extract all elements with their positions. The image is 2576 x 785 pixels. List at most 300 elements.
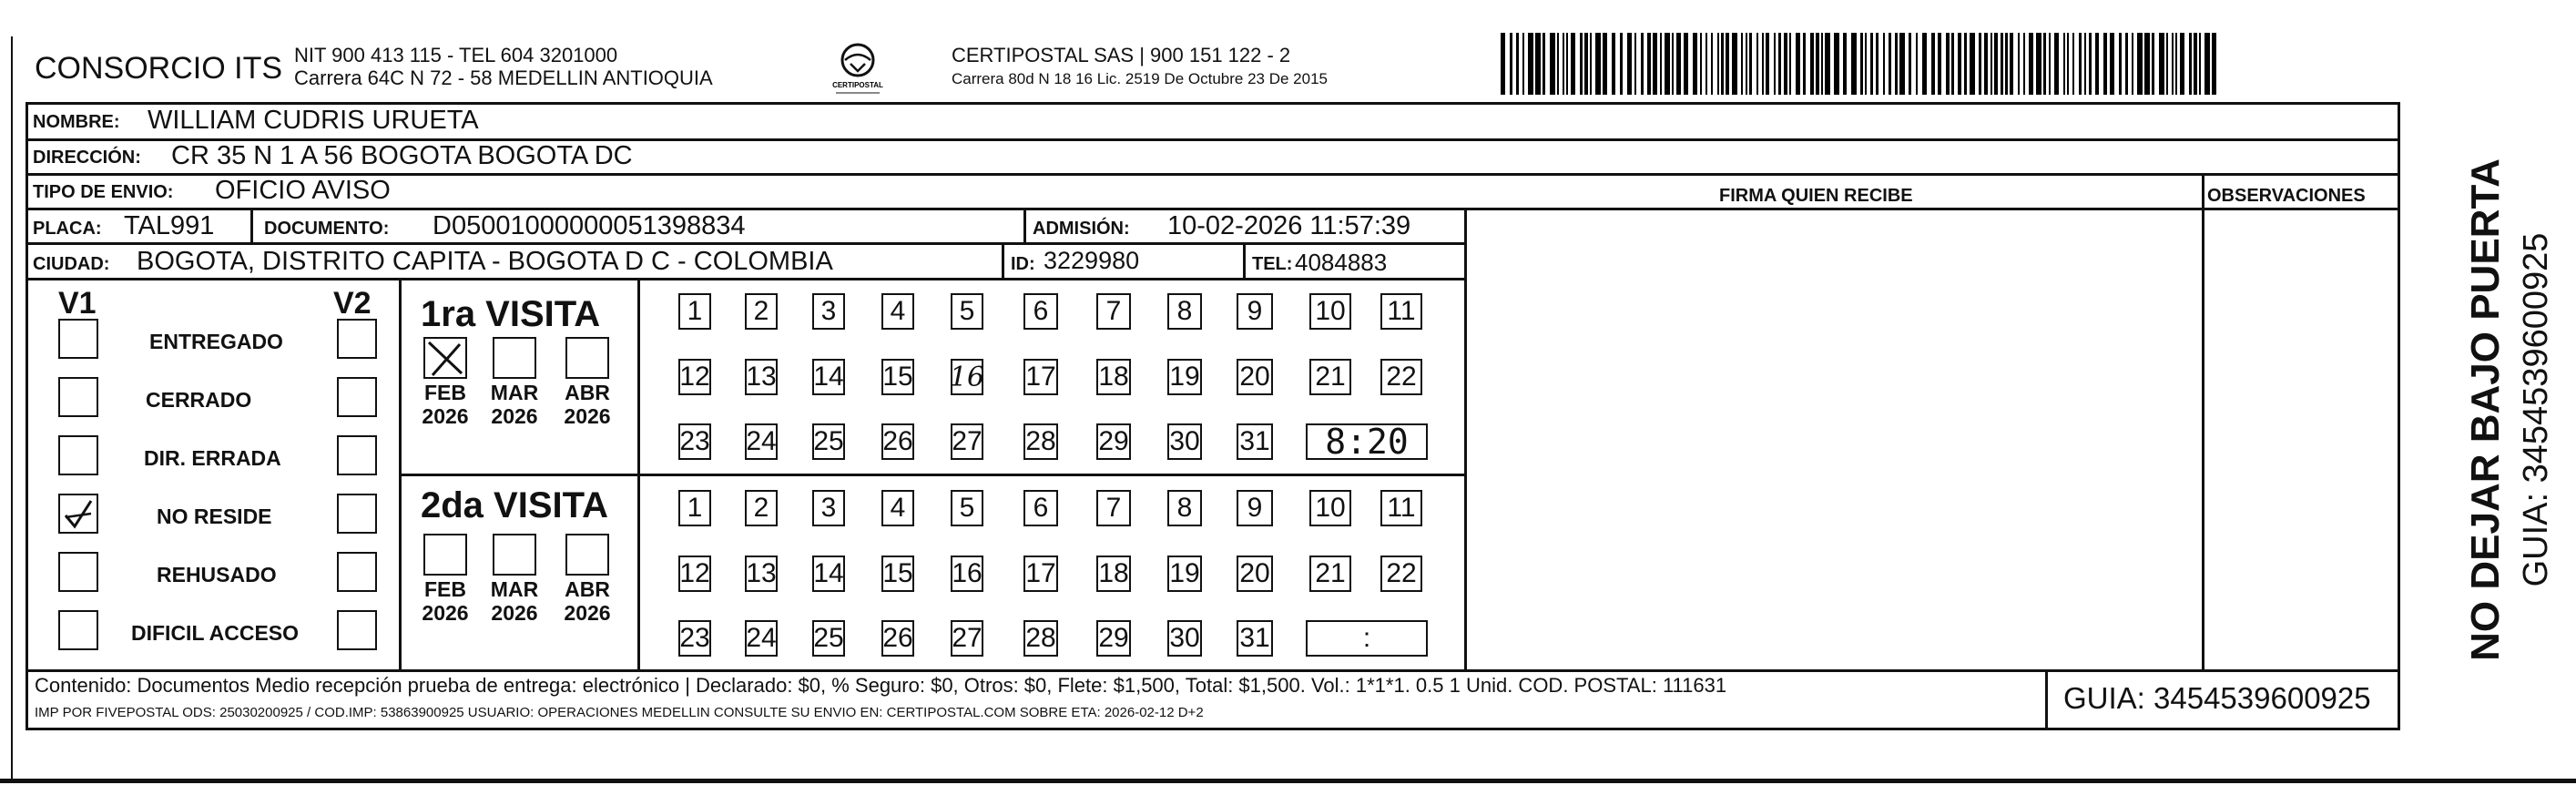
first-day-box[interactable] (1237, 293, 1273, 330)
barcode-bar (1865, 33, 1867, 95)
second-day-box[interactable] (881, 490, 914, 526)
second-day-number: 30 (1169, 623, 1200, 653)
second-day-number: 17 (1025, 558, 1056, 588)
logo-caption: CERTIPOSTAL (832, 81, 883, 89)
id-label: ID: (1011, 254, 1035, 274)
admision-value: 10-02-2026 11:57:39 (1167, 211, 1411, 240)
barcode-bar (2010, 33, 2013, 95)
direccion-label: DIRECCIÓN: (33, 148, 141, 168)
first-day-box[interactable] (1167, 293, 1202, 330)
second-day-box[interactable] (1237, 620, 1273, 657)
barcode-bar (1516, 33, 1519, 95)
month-year: 2026 (491, 601, 538, 626)
barcode-bar (2144, 33, 2150, 95)
first-day-number: 25 (813, 426, 844, 456)
first-day-box[interactable] (812, 293, 845, 330)
status-label-0: ENTREGADO (149, 330, 283, 353)
barcode-bar (1951, 33, 1954, 95)
second-day-box[interactable] (1237, 556, 1273, 592)
status-label-2: DIR. ERRADA (144, 446, 281, 470)
barcode-bar (1590, 33, 1592, 95)
contenido-text: Contenido: Documentos Medio recepción prueba de entrega: electrónico | Declarado: $0, % Seguro: $0, Otros: $0, Flete: $1,500, Total: $1,500. Vol.: 1*1*1. 0.5 1 Unid. COD. POSTAL: 111631 (35, 674, 1727, 697)
first-day-number: 12 (679, 362, 710, 392)
barcode-bar (1711, 33, 1713, 95)
second-month-checkbox-abr[interactable] (565, 534, 609, 576)
first-day-box[interactable] (1023, 423, 1058, 460)
first-day-box[interactable] (951, 293, 983, 330)
first-day-box[interactable] (1167, 423, 1202, 460)
second-day-number: 28 (1025, 623, 1056, 653)
barcode-bar (1726, 33, 1729, 95)
barcode-bar (2110, 33, 2114, 95)
barcode-bar (1979, 33, 1981, 95)
second-day-number: 5 (959, 493, 975, 523)
barcode-bar (2194, 33, 2197, 95)
barcode-bar (1958, 33, 1961, 95)
month-year: 2026 (422, 404, 469, 429)
second-day-box[interactable] (1167, 490, 1202, 526)
first-day-box[interactable] (745, 359, 778, 395)
second-day-box[interactable] (745, 556, 778, 592)
second-day-box[interactable] (951, 556, 983, 592)
barcode-bar (1627, 33, 1632, 95)
second-day-box[interactable] (1380, 490, 1422, 526)
first-month-checkbox-feb[interactable] (423, 337, 467, 379)
v1-checkbox-0[interactable] (58, 319, 98, 359)
v1-checkbox-1[interactable] (58, 377, 98, 417)
first-day-box[interactable] (1023, 293, 1058, 330)
first-day-number: 26 (882, 426, 913, 456)
barcode-bar (1810, 33, 1814, 95)
first-day-number: 18 (1098, 362, 1129, 392)
first-visit-title: 1ra VISITA (421, 294, 601, 334)
second-day-number: 3 (820, 493, 837, 523)
barcode-bar (1732, 33, 1737, 95)
second-day-box[interactable] (1309, 490, 1351, 526)
barcode-bar (2036, 33, 2041, 95)
barcode-bar (1741, 33, 1743, 95)
second-day-box[interactable] (951, 620, 983, 657)
second-month-label-feb (418, 577, 473, 626)
barcode-bar (2079, 33, 2082, 95)
barcode-bar (2159, 33, 2164, 95)
status-label-1: CERRADO (146, 388, 252, 412)
carrier-license: Carrera 80d N 18 16 Lic. 2519 De Octubre 23 De 2015 (952, 70, 1328, 87)
first-day-box[interactable] (951, 359, 983, 395)
placa-label: PLACA: (33, 219, 102, 239)
second-day-box[interactable] (1309, 556, 1351, 592)
second-day-box[interactable] (1023, 556, 1058, 592)
barcode-bar (2067, 33, 2069, 95)
second-day-box[interactable] (1096, 556, 1131, 592)
month-year: 2026 (422, 601, 469, 626)
second-day-number: 26 (882, 623, 913, 653)
second-day-number: 6 (1033, 493, 1049, 523)
first-day-box[interactable] (1237, 423, 1273, 460)
month-year: 2026 (564, 601, 611, 626)
barcode-bar (1778, 33, 1781, 95)
second-day-box[interactable] (812, 490, 845, 526)
barcode-bar (2180, 33, 2184, 95)
second-day-box[interactable] (881, 620, 914, 657)
tel-label: TEL: (1252, 254, 1293, 274)
company-address: Carrera 64C N 72 - 58 MEDELLIN ANTIOQUIA (294, 66, 713, 89)
first-time-box[interactable] (1306, 423, 1428, 460)
barcode-bar (1584, 33, 1588, 95)
barcode-bar (1843, 33, 1847, 95)
first-day-number: 24 (746, 426, 777, 456)
second-month-checkbox-feb[interactable] (423, 534, 467, 576)
barcode-bar (1883, 33, 1885, 95)
first-day-number: 5 (959, 296, 975, 326)
tipo-envio-label: TIPO DE ENVIO: (33, 182, 174, 202)
barcode-bar (2152, 33, 2154, 95)
second-day-number: 10 (1315, 493, 1346, 523)
barcode-bar (1796, 33, 1800, 95)
first-day-number: 9 (1247, 296, 1263, 326)
second-day-number: 29 (1098, 623, 1129, 653)
observaciones-label: OBSERVACIONES (2207, 186, 2366, 206)
second-day-box[interactable] (812, 620, 845, 657)
barcode-bar (1672, 33, 1674, 95)
certipostal-logo (830, 40, 885, 98)
barcode-bar (2063, 33, 2065, 95)
barcode-bar (1909, 33, 1911, 95)
barcode-bar (1653, 33, 1657, 95)
second-day-box[interactable] (1237, 490, 1273, 526)
second-day-number: 13 (746, 558, 777, 588)
nombre-value: WILLIAM CUDRIS URUETA (148, 106, 479, 135)
barcode-bar (2023, 33, 2025, 95)
first-day-box[interactable] (678, 293, 711, 330)
barcode-bar (2125, 33, 2128, 95)
barcode-bar (1889, 33, 1891, 95)
second-day-box[interactable] (678, 620, 711, 657)
month-name: ABR (565, 381, 610, 404)
first-day-number: 29 (1098, 426, 1129, 456)
barcode-bar (2043, 33, 2046, 95)
first-day-number: 1 (687, 296, 703, 326)
second-day-box[interactable] (881, 556, 914, 592)
v2-checkbox-3[interactable] (337, 494, 377, 534)
company-name: CONSORCIO ITS (35, 51, 283, 86)
first-day-number: 23 (679, 426, 710, 456)
v2-checkbox-4[interactable] (337, 552, 377, 592)
first-day-number: 6 (1033, 296, 1049, 326)
second-day-number: 12 (679, 558, 710, 588)
barcode-bar (1676, 33, 1681, 95)
admision-label: ADMISIÓN: (1033, 219, 1130, 239)
barcode-bar (2072, 33, 2074, 95)
no-dejar-warning: NO DEJAR BAJO PUERTA (2463, 158, 2508, 661)
barcode-bar (1660, 33, 1662, 95)
first-day-box[interactable] (1380, 293, 1422, 330)
barcode-bar (1922, 33, 1927, 95)
barcode-bar (1899, 33, 1905, 95)
scan-border-left (11, 36, 13, 781)
second-day-box[interactable] (745, 490, 778, 526)
barcode-bar (2189, 33, 2192, 95)
second-day-number: 16 (952, 558, 983, 588)
barcode-bar (1717, 33, 1719, 95)
barcode-bar (1535, 33, 1541, 95)
barcode-bar (2137, 33, 2143, 95)
first-day-number: 2 (753, 296, 769, 326)
barcode-bar (1816, 33, 1819, 95)
handwritten-x-mark (425, 339, 465, 377)
v1-checkbox-4[interactable] (58, 552, 98, 592)
barcode-bar (1876, 33, 1879, 95)
second-day-box[interactable] (1096, 620, 1131, 657)
barcode-bar (1821, 33, 1823, 95)
barcode-bar (2172, 33, 2174, 95)
nombre-label: NOMBRE: (33, 112, 120, 132)
tipo-envio-value: OFICIO AVISO (215, 176, 391, 205)
second-day-number: 4 (890, 493, 906, 523)
barcode-bar (1825, 33, 1830, 95)
second-day-box[interactable] (1167, 556, 1202, 592)
barcode-bar (1946, 33, 1950, 95)
barcode-bar (2103, 33, 2107, 95)
first-day-box[interactable] (881, 359, 914, 395)
second-time-value: : (1362, 623, 1371, 653)
first-day-box[interactable] (1309, 359, 1351, 395)
second-day-box[interactable] (678, 490, 711, 526)
first-day-number: 17 (1025, 362, 1056, 392)
barcode-bar (1595, 33, 1601, 95)
barcode-bar (1994, 33, 1998, 95)
barcode-bar (1684, 33, 1688, 95)
barcode-bar (1510, 33, 1512, 95)
barcode-bar (2018, 33, 2020, 95)
status-label-4: REHUSADO (157, 563, 277, 586)
barcode-bar (2029, 33, 2033, 95)
second-day-number: 14 (813, 558, 844, 588)
documento-label: DOCUMENTO: (264, 219, 390, 239)
second-month-label-mar (487, 577, 542, 626)
status-label-3: NO RESIDE (157, 505, 272, 528)
placa-value: TAL991 (124, 211, 215, 240)
imp-text: IMP POR FIVEPOSTAL ODS: 25030200925 / COD.IMP: 53863900925 USUARIO: OPERACIONES MEDELLIN CONSULTE SU ENVIO EN: CERTIPOSTAL.COM SOBRE ETA: 2026-02-12 D+2 (35, 705, 1204, 720)
barcode-bar (2054, 33, 2059, 95)
first-day-box[interactable] (1237, 359, 1273, 395)
barcode (1501, 33, 2225, 95)
first-day-number: 14 (813, 362, 844, 392)
first-day-number: 19 (1169, 362, 1200, 392)
first-day-number: 15 (882, 362, 913, 392)
month-name: FEB (424, 577, 466, 601)
first-day-number: 27 (952, 426, 983, 456)
side-guia: GUIA: 3454539600925 (2517, 232, 2555, 587)
second-day-number: 21 (1315, 558, 1346, 588)
id-value: 3229980 (1044, 247, 1140, 274)
barcode-bar (2204, 33, 2210, 95)
barcode-bar (1834, 33, 1839, 95)
barcode-bar (1970, 33, 1975, 95)
first-day-box[interactable] (1096, 293, 1131, 330)
month-year: 2026 (491, 404, 538, 429)
v2-checkbox-2[interactable] (337, 435, 377, 475)
first-day-number: 4 (890, 296, 906, 326)
first-day-box[interactable] (1023, 359, 1058, 395)
first-day-box[interactable] (1167, 359, 1202, 395)
barcode-bar (1931, 33, 1935, 95)
barcode-bar (1789, 33, 1791, 95)
barcode-bar (1501, 33, 1505, 95)
first-day-number: 21 (1315, 362, 1346, 392)
barcode-bar (2089, 33, 2092, 95)
barcode-bar (1749, 33, 1752, 95)
footer-guia: GUIA: 3454539600925 (2063, 681, 2371, 715)
first-month-label-feb (418, 381, 473, 429)
barcode-bar (2001, 33, 2003, 95)
barcode-bar (1756, 33, 1758, 95)
first-day-box[interactable] (881, 423, 914, 460)
first-day-box[interactable] (745, 423, 778, 460)
first-day-box[interactable] (1309, 293, 1351, 330)
second-day-box[interactable] (951, 490, 983, 526)
barcode-bar (1693, 33, 1697, 95)
second-day-number: 7 (1105, 493, 1122, 523)
first-day-box[interactable] (678, 359, 711, 395)
v2-checkbox-0[interactable] (337, 319, 377, 359)
scan-border (0, 779, 2576, 783)
second-day-box[interactable] (1167, 620, 1202, 657)
barcode-bar (1557, 33, 1559, 95)
first-day-number: 10 (1315, 296, 1346, 326)
second-month-checkbox-mar[interactable] (493, 534, 536, 576)
first-day-number: 3 (820, 296, 837, 326)
barcode-bar (2119, 33, 2122, 95)
second-day-number: 31 (1239, 623, 1270, 653)
barcode-bar (1700, 33, 1702, 95)
barcode-bar (1746, 33, 1747, 95)
first-day-number: 31 (1239, 426, 1270, 456)
tel-value: 4084883 (1295, 249, 1388, 276)
first-day-box[interactable] (812, 423, 845, 460)
second-time-box[interactable] (1306, 620, 1428, 657)
barcode-bar (1571, 33, 1575, 95)
direccion-value: CR 35 N 1 A 56 BOGOTA BOGOTA DC (171, 141, 633, 170)
barcode-bar (1543, 33, 1545, 95)
barcode-bar (1984, 33, 1988, 95)
barcode-bar (2212, 33, 2216, 95)
first-day-number: 13 (746, 362, 777, 392)
first-day-number: 11 (1387, 296, 1416, 326)
second-day-box[interactable] (1096, 490, 1131, 526)
second-day-number: 9 (1247, 493, 1263, 523)
first-day-number: 28 (1025, 426, 1056, 456)
v2-checkbox-1[interactable] (337, 377, 377, 417)
first-day-box[interactable] (881, 293, 914, 330)
month-name: MAR (490, 381, 539, 404)
second-day-number: 23 (679, 623, 710, 653)
v1-checkbox-2[interactable] (58, 435, 98, 475)
first-day-box[interactable] (1380, 359, 1422, 395)
barcode-bar (1563, 33, 1564, 95)
second-day-box[interactable] (1023, 490, 1058, 526)
barcode-bar (1647, 33, 1651, 95)
barcode-bar (1721, 33, 1724, 95)
first-day-box[interactable] (812, 359, 845, 395)
barcode-bar (1580, 33, 1583, 95)
first-month-checkbox-abr[interactable] (565, 337, 609, 379)
month-name: MAR (490, 577, 539, 601)
second-month-label-abr (560, 577, 615, 626)
second-day-box[interactable] (812, 556, 845, 592)
second-day-number: 24 (746, 623, 777, 653)
first-day-number: 16 (949, 361, 985, 393)
barcode-bar (1991, 33, 1992, 95)
first-day-box[interactable] (1096, 423, 1131, 460)
barcode-bar (1620, 33, 1623, 95)
barcode-bar (2095, 33, 2099, 95)
first-day-box[interactable] (951, 423, 983, 460)
second-day-number: 11 (1387, 493, 1416, 523)
barcode-bar (2084, 33, 2086, 95)
barcode-bar (1641, 33, 1644, 95)
second-day-box[interactable] (1380, 556, 1422, 592)
v1-header: V1 (58, 286, 97, 321)
barcode-bar (1665, 33, 1670, 95)
second-day-number: 22 (1386, 558, 1417, 588)
barcode-bar (2199, 33, 2201, 95)
v2-checkbox-5[interactable] (337, 610, 377, 650)
second-day-number: 25 (813, 623, 844, 653)
first-month-checkbox-mar[interactable] (493, 337, 536, 379)
barcode-bar (1528, 33, 1533, 95)
barcode-bar (1766, 33, 1769, 95)
first-day-number: 7 (1105, 296, 1122, 326)
second-day-number: 8 (1176, 493, 1193, 523)
first-day-number: 20 (1239, 362, 1270, 392)
month-year: 2026 (564, 404, 611, 429)
second-day-number: 15 (882, 558, 913, 588)
second-day-number: 18 (1098, 558, 1129, 588)
barcode-bar (1803, 33, 1806, 95)
barcode-bar (1566, 33, 1568, 95)
month-name: ABR (565, 577, 610, 601)
first-day-number: 30 (1169, 426, 1200, 456)
first-day-box[interactable] (745, 293, 778, 330)
second-day-box[interactable] (745, 620, 778, 657)
v1-checkbox-3[interactable] (58, 494, 98, 534)
second-day-number: 2 (753, 493, 769, 523)
barcode-bar (1774, 33, 1776, 95)
company-nit: NIT 900 413 115 - TEL 604 3201000 (294, 44, 618, 66)
barcode-bar (2132, 33, 2133, 95)
first-day-box[interactable] (678, 423, 711, 460)
v1-checkbox-5[interactable] (58, 610, 98, 650)
first-day-box[interactable] (1096, 359, 1131, 395)
second-day-number: 19 (1169, 558, 1200, 588)
barcode-bar (2005, 33, 2008, 95)
barcode-bar (1634, 33, 1636, 95)
status-label-5: DIFICIL ACCESO (131, 621, 300, 645)
barcode-bar (2175, 33, 2177, 95)
first-time-value: 8:20 (1325, 422, 1409, 462)
second-day-box[interactable] (678, 556, 711, 592)
second-day-number: 27 (952, 623, 983, 653)
second-visit-title: 2da VISITA (421, 485, 608, 525)
barcode-bar (1870, 33, 1873, 95)
second-day-box[interactable] (1023, 620, 1058, 657)
barcode-bar (1550, 33, 1555, 95)
barcode-bar (2049, 33, 2051, 95)
first-month-label-mar (487, 381, 542, 429)
first-day-number: 8 (1176, 296, 1193, 326)
barcode-bar (1938, 33, 1941, 95)
